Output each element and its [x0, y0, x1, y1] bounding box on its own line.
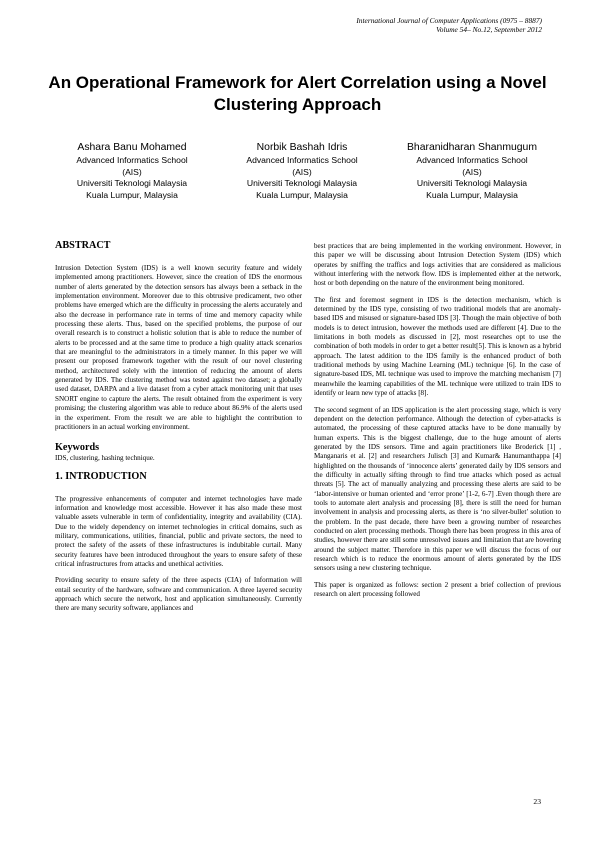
journal-name: International Journal of Computer Applications (0975 – 8887) [356, 16, 542, 25]
keywords-text: IDS, clustering, hashing technique. [55, 454, 155, 463]
journal-header [356, 16, 542, 34]
journal-volume: Volume 54– No.12, September 2012 [436, 25, 542, 34]
body-paragraph-1: best practices that are being implemented in the working environment. However, in this paper we will be discussing about Intrusion Detection System (IDS) which operates by sniffing the traffics and logs activities that are considered as malicious without interfering with the network flow. IDS is implemented either at the network, host or both depending on the nature of the environment being monitored. [314, 242, 561, 288]
author-affiliation: Advanced Informatics School [246, 155, 358, 165]
abstract-heading: ABSTRACT [55, 240, 111, 251]
author-3 [392, 141, 552, 201]
body-paragraph-2: The first and foremost segment in IDS is the detection mechanism, which is determined by the IDS type, consisting of two traditional models that are anomaly-based IDS and misused or signature-based IDS [3]. Though the main objective of both models is to detect intrusion, however the methods used are different [4]. Due to the limitations in both models as discussed in [2], most researches opt to use the combination of both models in order to get a better result[5]. This is known as a hybrid approach. The latest addition to the IDS family is the enhanced product of both traditional methods by using Machine Learning (ML) technique [6]. In the case of signature-based IDS, ML technique was used to improve the matching mechanism [7] meanwhile the learning capabilities of the ML technique were utilized to train IDS to identify or learn new type of attacks [8]. [314, 295, 561, 398]
author-name: Ashara Banu Mohamed [77, 142, 187, 153]
author-affiliation: Advanced Informatics School [76, 155, 188, 165]
author-1 [52, 141, 212, 201]
author-block [52, 141, 552, 201]
paper-title: An Operational Framework for Alert Correlation using a Novel Clustering Approach [48, 73, 547, 114]
author-affiliation: Advanced Informatics School [416, 155, 528, 165]
author-location: Kuala Lumpur, Malaysia [426, 189, 518, 200]
author-university: Universiti Teknologi Malaysia [76, 178, 188, 189]
author-name: Bharanidharan Shanmugum [407, 142, 537, 153]
intro-paragraph-2: Providing security to ensure safety of the three aspects (CIA) of Information will entail security of the hardware, software and communication. A three layered security approach which secure the network, host and application simultaneously. Currently there are many security software, appliances and [55, 576, 302, 613]
body-paragraph-4: This paper is organized as follows: section 2 present a brief collection of previous research on alert processing followed [314, 580, 561, 599]
author-affiliation-abbrev: (AIS) [292, 166, 312, 177]
abstract-text: Intrusion Detection System (IDS) is a well known security feature and widely implemented among practitioners. However, since the creation of IDS the enormous number of alerts generated by the detection sensors has always been a setback in the implementation environment. Moreover due to this obtrusive predicament, two other problems have emerged which are the difficulty in processing the alerts accurately and also the decrease in performance rate in terms of time and memory capacity while processing these alerts. Thus, based on the specified problems, the purpose of our overall research is to construct a holistic solution that is able to reduce the number of alerts to be processed and at the same time to produce a high quality attack scenarios that are meaningful to the administrators in a timely manner. In this paper we will present our proposed framework together with the result of our novel clustering method, architectured solely with the intention of reducing the amount of alerts generated by IDS. The clustering method was tested against two dataset; a globally used dataset, DARPA and a live dataset from a cyber attack monitoring unit that uses SNORT engine to capture the alerts. The result obtained from the experiment is very promising; the clustering algorithm was able to reduce about 86.9% of the alerts used in the experiment. From the result we are able to highlight the contribution to practitioners in an actual working environment. [55, 264, 302, 431]
author-university: Universiti Teknologi Malaysia [416, 178, 528, 189]
author-location: Kuala Lumpur, Malaysia [86, 189, 178, 200]
author-university: Universiti Teknologi Malaysia [246, 178, 358, 189]
introduction-heading: 1. INTRODUCTION [55, 470, 147, 482]
body-paragraph-3: The second segment of an IDS application is the alert processing stage, which is very dependent on the detection performance. Although the detection of cyber-attacks is automated, the processing of these captured attacks have to be done manually by human experts. This is the biggest challenge, due to the huge amount of alerts generated by the IDS sensors. Time and again practitioners like Broderick [1] , Manganaris et al. [2] and researchers Julisch [3] and Kumar& Hanumanthappa [4] highlighted on the thousands of ‘innocence alerts’ generated daily by IDS sensors and the difficulty in actually sifting through to find true attacks which posed as actual threats [5]. The act of manually analyzing and processing these alerts are said to be ‘labor-intensive or human oriented and ‘error prone’ [1-2, 6-7] .Even though there are tools to automate alert analysis and processing [8], there is still the need for human involvement in analysis and processing alerts, as there is ‘no silver-bullet’ solution to the problem. In the past decade, there have been a growing number of researches conducted on alert processing methods. Though there has been progress in this area of studies, however there are still some unresolved issues and limitation that are hovering around the subject matter. Therefore in this paper we will discuss the focus of our research which is to reduce the enormous amount of alerts generated by the IDS sensors using a new clustering technique. [314, 405, 561, 573]
author-location: Kuala Lumpur, Malaysia [256, 189, 348, 200]
author-affiliation-abbrev: (AIS) [462, 166, 482, 177]
author-name: Norbik Bashah Idris [256, 142, 348, 153]
author-affiliation-abbrev: (AIS) [122, 166, 142, 177]
left-column [55, 238, 302, 621]
intro-paragraph-1: The progressive enhancements of computer and internet technologies have made information and knowledge most accessible. However it has also made these most valuable assets vulnerable in term of confidentiality, integrity and availability (CIA). Due to the widely dependency on internet technologies in critical domains, such as military, communications, utilities, financial, public and private sectors, the need to protect the safety of the assets of these infrastructures is indubitable curtail. Many security features have been introduced throughout the years to ensure safety of these critical infrastructures from attacks and unethical activities. [55, 494, 302, 568]
keywords-heading: Keywords [55, 442, 100, 454]
right-column [314, 242, 561, 606]
author-2 [222, 141, 382, 201]
page-number: 23 [533, 797, 541, 806]
